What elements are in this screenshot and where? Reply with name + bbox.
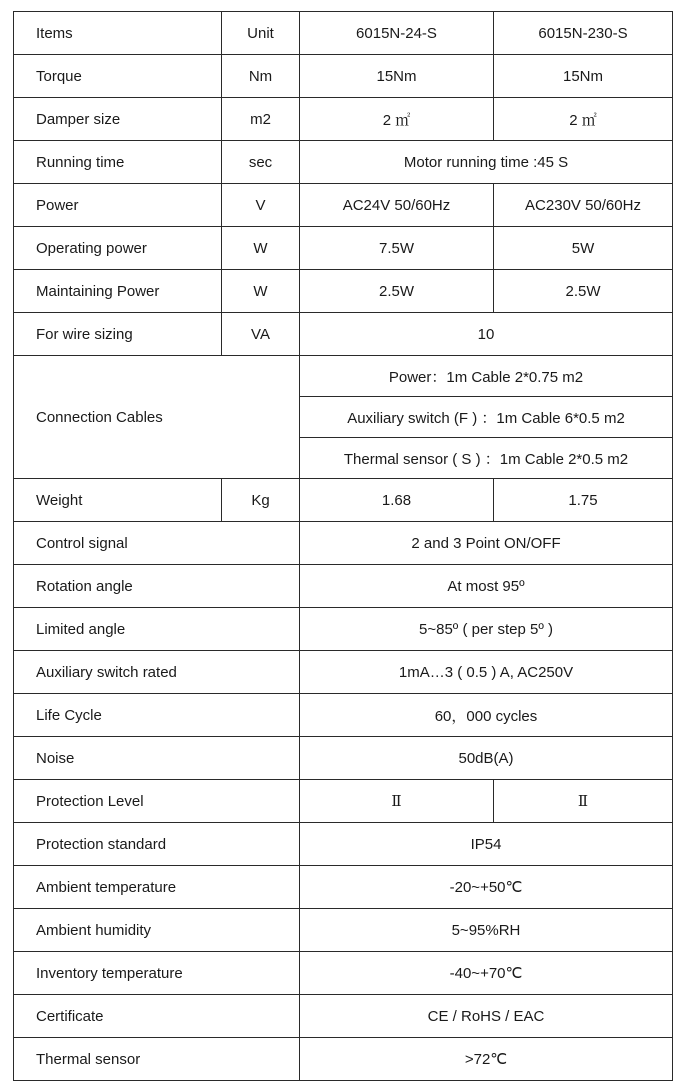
- row-label: For wire sizing: [14, 313, 222, 356]
- row-label: Thermal sensor: [14, 1038, 300, 1081]
- value-b: Ⅱ: [494, 780, 673, 823]
- value-shared: 50dB(A): [300, 737, 673, 780]
- row-label: Certificate: [14, 995, 300, 1038]
- row-unit: V: [222, 184, 300, 227]
- value-a: 2 ㎡: [300, 98, 494, 141]
- row-label: Weight: [14, 479, 222, 522]
- row-unit: Nm: [222, 55, 300, 98]
- row-label: Power: [14, 184, 222, 227]
- value-shared: -20~+50℃: [300, 866, 673, 909]
- row-label: Operating power: [14, 227, 222, 270]
- row-label: Control signal: [14, 522, 300, 565]
- value-shared: -40~+70℃: [300, 952, 673, 995]
- value-shared: CE / RoHS / EAC: [300, 995, 673, 1038]
- value-shared: IP54: [300, 823, 673, 866]
- row-unit: Kg: [222, 479, 300, 522]
- table-row: [14, 995, 673, 1038]
- value-b: 5W: [494, 227, 673, 270]
- value-b: 15Nm: [494, 55, 673, 98]
- table-row: [14, 141, 673, 184]
- value-a: 15Nm: [300, 55, 494, 98]
- table-row: [14, 651, 673, 694]
- value-a: 2.5W: [300, 270, 494, 313]
- row-label: Life Cycle: [14, 694, 300, 737]
- row-unit: W: [222, 227, 300, 270]
- table-row: [14, 313, 673, 356]
- value-shared: >72℃: [300, 1038, 673, 1081]
- header-model-b: 6015N-230-S: [494, 12, 673, 55]
- row-label: Auxiliary switch rated: [14, 651, 300, 694]
- table-row: [14, 823, 673, 866]
- row-label: Running time: [14, 141, 222, 184]
- value-shared: 1mA…3 ( 0.5 ) A, AC250V: [300, 651, 673, 694]
- spec-table: [13, 11, 673, 1081]
- value-a: 7.5W: [300, 227, 494, 270]
- value-shared: 5~95%RH: [300, 909, 673, 952]
- table-row: [14, 565, 673, 608]
- value-shared: 2 and 3 Point ON/OFF: [300, 522, 673, 565]
- row-label: Noise: [14, 737, 300, 780]
- row-unit: sec: [222, 141, 300, 184]
- table-row: [14, 98, 673, 141]
- row-unit: W: [222, 270, 300, 313]
- cable-aux-switch: Auxiliary switch (F ) ：1m Cable 6*0.5 m2: [300, 397, 673, 438]
- value-shared: 60，000 cycles: [300, 694, 673, 737]
- value-a: Ⅱ: [300, 780, 494, 823]
- row-label: Rotation angle: [14, 565, 300, 608]
- header-unit: Unit: [222, 12, 300, 55]
- row-label: Damper size: [14, 98, 222, 141]
- value-a: AC24V 50/60Hz: [300, 184, 494, 227]
- table-row: [14, 737, 673, 780]
- value-b: AC230V 50/60Hz: [494, 184, 673, 227]
- table-row: [14, 780, 673, 823]
- table-row: [14, 952, 673, 995]
- row-label: Ambient temperature: [14, 866, 300, 909]
- value-b: 2.5W: [494, 270, 673, 313]
- table-row: [14, 479, 673, 522]
- row-label: Maintaining Power: [14, 270, 222, 313]
- row-label: Torque: [14, 55, 222, 98]
- header-model-a: 6015N-24-S: [300, 12, 494, 55]
- cable-thermal-sensor: Thermal sensor ( S ) ：1m Cable 2*0.5 m2: [300, 438, 673, 479]
- value-shared: At most 95º: [300, 565, 673, 608]
- row-label: Connection Cables: [14, 356, 300, 479]
- header-row: [14, 12, 673, 55]
- table-row: [14, 55, 673, 98]
- table-row: [14, 270, 673, 313]
- row-unit: VA: [222, 313, 300, 356]
- table-row: [14, 866, 673, 909]
- value-shared: 5~85º ( per step 5º ): [300, 608, 673, 651]
- table-row: [14, 522, 673, 565]
- value-b: 1.75: [494, 479, 673, 522]
- row-unit: m2: [222, 98, 300, 141]
- table-row: [14, 694, 673, 737]
- value-shared: 10: [300, 313, 673, 356]
- row-label: Protection Level: [14, 780, 300, 823]
- row-label: Inventory temperature: [14, 952, 300, 995]
- table-row: [14, 356, 673, 397]
- value-a: 1.68: [300, 479, 494, 522]
- table-row: [14, 909, 673, 952]
- value-shared: Motor running time :45 S: [300, 141, 673, 184]
- table-row: [14, 184, 673, 227]
- header-items: Items: [14, 12, 222, 55]
- table-row: [14, 1038, 673, 1081]
- row-label: Ambient humidity: [14, 909, 300, 952]
- table-row: [14, 608, 673, 651]
- row-label: Limited angle: [14, 608, 300, 651]
- value-b: 2 ㎡: [494, 98, 673, 141]
- row-label: Protection standard: [14, 823, 300, 866]
- cable-power: Power：1m Cable 2*0.75 m2: [300, 356, 673, 397]
- table-row: [14, 227, 673, 270]
